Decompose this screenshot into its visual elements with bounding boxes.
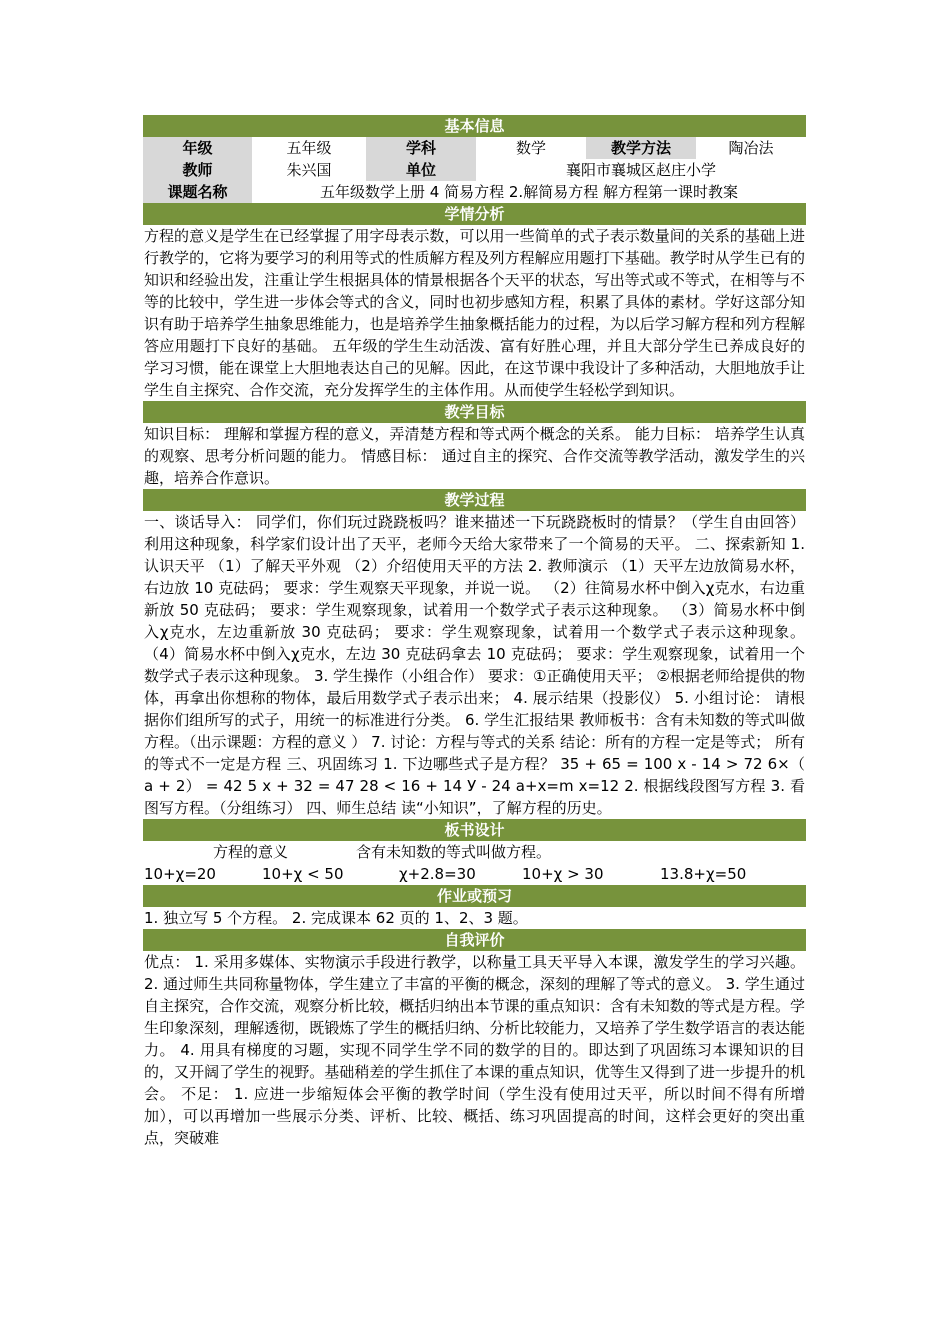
board-equation-3: χ+2.8=30 bbox=[399, 865, 476, 883]
board-title: 方程的意义 bbox=[213, 843, 289, 861]
teaching-process-text: 一、谈话导入： 同学们，你们玩过跷跷板吗？谁来描述一下玩跷跷板时的情景？（学生自由回答） 利用这种现象，科学家们设计出了天平，老师今天给大家带来了一个简易的天平。 二、探索新知 1. 认识天平 （1）了解天平外观 （2）介绍使用天平的方法 2. 教师演示 （1）天平左边放简易水杯，右边放 10 克砝码； 要求：学生观察天平现象，并说一说。 （2）往简易水杯中倒入χ克水，右边重新放 50 克砝码； 要求：学生观察现象，试着用一个数学式子表示这种现象。 （3）简易水杯中倒入χ克水，左边重新放 30 克砝码； 要求：学生观察现象，试着用一个数学式子表示这种现象。 （4）简易水杯中倒入χ克水，左边 30 克砝码拿去 10 克砝码； 要求：学生观察现象，试着用一个数学式子表示这种现象。 3. 学生操作（小组合作） 要求：①正确使用天平； ②根据老师给提供的物体，再拿出你想称的物体，最后用数学式子表示出来； 4. 展示结果（投影仪） 5. 小组讨论： 请根据你们组所写的式子，用统一的标准进行分类。 6. 学生汇报结果 教师板书：含有未知数的等式叫做方程。（出示课题：方程的意义 ） 7. 讨论：方程与等式的关系 结论：所有的方程一定是等式； 所有的等式不一定是方程 三、巩固练习 1. 下边哪些式子是方程？ 35 + 65 = 100 x - 14 > 72 6×（ a + 2） = 42 5 x + 32 = 47 28 < 16 + 14 У - 24 a+x=m x=12 2. 根据线段图写方程 3. 看图写方程。（分组练习） 四、师生总结 读“小知识”，了解方程的历史。 bbox=[144, 513, 805, 817]
lesson-plan-table bbox=[143, 115, 806, 1149]
board-line-2 bbox=[143, 863, 806, 885]
unit-label: 单位 bbox=[366, 159, 476, 181]
board-equation-5: 13.8+χ=50 bbox=[660, 865, 747, 883]
board-equation-4: 10+χ > 30 bbox=[522, 865, 604, 883]
board-design bbox=[143, 841, 806, 885]
board-equation-2: 10+χ < 50 bbox=[262, 865, 344, 883]
section-header-basic-info: 基本信息 bbox=[143, 115, 806, 137]
unit-value: 襄阳市襄城区赵庄小学 bbox=[476, 159, 806, 181]
info-row-grade bbox=[143, 137, 806, 159]
student-analysis-text: 方程的意义是学生在已经掌握了用字母表示数，可以用一些简单的式子表示数量间的关系的基础上进行教学的，它将为要学习的利用等式的性质解方程及列方程解应用题打下基础。教学时从学生已有的知识和经验出发，注重让学生根据具体的情景根据各个天平的状态，写出等式或不等式，在相等与不等的比较中，学生进一步体会等式的含义，同时也初步感知方程，积累了具体的素材。学好这部分知识有助于培养学生抽象思维能力，也是培养学生抽象概括能力的过程，为以后学习解方程和列方程解答应用题打下良好的基础。 五年级的学生生动活泼、富有好胜心理，并且大部分学生已养成良好的学习习惯，能在课堂上大胆地表达自己的见解。因此，在这节课中我设计了多种活动，大胆地放手让学生自主探究、合作交流，充分发挥学生的主体作用。从而使学生轻松学到知识。 bbox=[144, 227, 805, 399]
grade-value: 五年级 bbox=[252, 137, 366, 159]
board-line-1 bbox=[143, 841, 806, 863]
section-header-teaching-process: 教学过程 bbox=[143, 489, 806, 511]
board-equation-1: 10+χ=20 bbox=[144, 865, 216, 883]
teacher-value: 朱兴国 bbox=[252, 159, 366, 181]
homework-text: 1. 独立写 5 个方程。 2. 完成课本 62 页的 1、2、3 题。 bbox=[144, 909, 528, 927]
info-row-topic bbox=[143, 181, 806, 203]
method-value: 陶冶法 bbox=[696, 137, 806, 159]
section-header-teaching-goals: 教学目标 bbox=[143, 401, 806, 423]
section-header-homework: 作业或预习 bbox=[143, 885, 806, 907]
topic-label: 课题名称 bbox=[143, 181, 252, 203]
section-header-self-evaluation: 自我评价 bbox=[143, 929, 806, 951]
section-header-student-analysis: 学情分析 bbox=[143, 203, 806, 225]
teacher-label: 教师 bbox=[143, 159, 252, 181]
board-definition: 含有未知数的等式叫做方程。 bbox=[356, 843, 552, 861]
subject-label: 学科 bbox=[366, 137, 476, 159]
teaching-goals-text: 知识目标： 理解和掌握方程的意义，弄清楚方程和等式两个概念的关系。 能力目标： 培养学生认真的观察、思考分析问题的能力。 情感目标： 通过自主的探究、合作交流等教学活动，激发学生的兴趣，培养合作意识。 bbox=[144, 425, 805, 487]
self-evaluation-text: 优点： 1. 采用多媒体、实物演示手段进行教学，以称量工具天平导入本课，激发学生的学习兴趣。2. 通过师生共同称量物体，学生建立了丰富的平衡的概念，深刻的理解了等式的意义。 3. 学生通过自主探究，合作交流，观察分析比较，概括归纳出本节课的重点知识：含有未知数的等式是方程。学生印象深刻，理解透彻，既锻炼了学生的概括归纳、分析比较能力，又培养了学生数学语言的表达能力。 4. 用具有梯度的习题，实现不同学生学不同的数学的目的。即达到了巩固练习本课知识的目的，又开阔了学生的视野。基础稍差的学生抓住了本课的重点知识，优等生又得到了进一步提升的机会。 不足： 1. 应进一步缩短体会平衡的教学时间（学生没有使用过天平，所以时间不得有所增加），可以再增加一些展示分类、评析、比较、概括、练习巩固提高的时间，这样会更好的突出重点，突破难 bbox=[144, 953, 805, 1147]
info-row-teacher bbox=[143, 159, 806, 181]
section-header-board-design: 板书设计 bbox=[143, 819, 806, 841]
grade-label: 年级 bbox=[143, 137, 252, 159]
subject-value: 数学 bbox=[476, 137, 586, 159]
topic-value: 五年级数学上册 4 简易方程 2.解简易方程 解方程第一课时教案 bbox=[252, 181, 806, 203]
method-label: 教学方法 bbox=[586, 137, 696, 159]
